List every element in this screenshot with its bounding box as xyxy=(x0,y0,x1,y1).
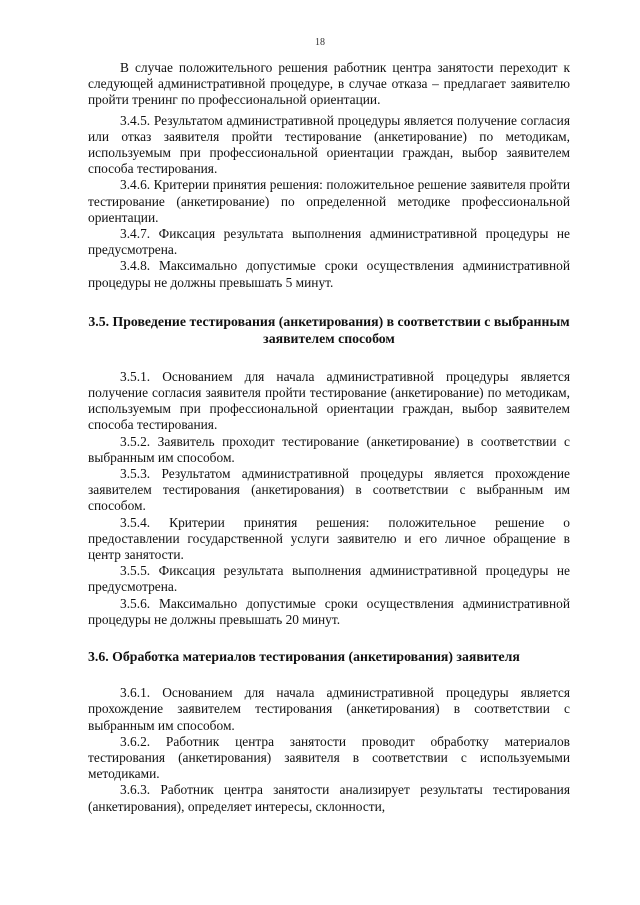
paragraph: 3.4.5. Результатом административной процедуры является получение согласия или отказ заявителя пройти тестирование (анкетирование) по методикам, используемым при профессиональной ориентации граждан, выбор заявителем способа тестирования. xyxy=(88,112,570,177)
paragraph: 3.4.7. Фиксация результата выполнения административной процедуры не предусмотрена. xyxy=(88,226,570,258)
page-number: 18 xyxy=(315,37,325,48)
paragraph: 3.5.2. Заявитель проходит тестирование (анкетирование) в соответствии с выбранным им способом. xyxy=(88,433,570,465)
paragraph: 3.5.1. Основанием для начала административной процедуры является получение согласия заявителя пройти тестирование (анкетирование) по методикам, используемым при профессиональной ориентации граждан, выбор заявителем способа тестирования. xyxy=(88,368,570,433)
paragraph: 3.6.2. Работник центра занятости проводит обработку материалов тестирования (анкетирования) заявителя в соответствии с используемыми методиками. xyxy=(88,733,570,782)
paragraph: 3.6.1. Основанием для начала административной процедуры является прохождение заявителем тестирования (анкетирования) в соответствии с выбранным им способом. xyxy=(88,685,570,733)
document-body xyxy=(88,60,570,815)
section-heading: 3.6. Обработка материалов тестирования (анкетирования) заявителя xyxy=(88,649,520,665)
paragraph: 3.5.4. Критерии принятия решения: положительное решение о предоставлении государственной услуги заявителю и его личное обращение в центр занятости. xyxy=(88,514,570,563)
paragraph: 3.5.6. Максимально допустимые сроки осуществления административной процедуры не должны превышать 20 минут. xyxy=(88,595,570,627)
paragraph: 3.4.8. Максимально допустимые сроки осуществления административной процедуры не должны превышать 5 минут. xyxy=(88,258,570,290)
paragraph: 3.4.6. Критерии принятия решения: положительное решение заявителя пройти тестирование (анкетирование) по определенной методике профессиональной ориентации. xyxy=(88,177,570,225)
paragraph: В случае положительного решения работник центра занятости переходит к следующей административной процедуре, в случае отказа – предлагает заявителю пройти тренинг по профессиональной ориентации. xyxy=(88,60,570,108)
paragraph: 3.6.3. Работник центра занятости анализирует результаты тестирования (анкетирования), определяет интересы, склонности, xyxy=(88,782,570,814)
paragraph: 3.5.5. Фиксация результата выполнения административной процедуры не предусмотрена. xyxy=(88,563,570,595)
paragraph: 3.5.3. Результатом административной процедуры является прохождение заявителем тестирования (анкетирования) в соответствии с выбранным им способом. xyxy=(88,466,570,514)
section-heading: 3.5. Проведение тестирования (анкетирования) в соответствии с выбранным заявителем способом xyxy=(88,313,570,346)
